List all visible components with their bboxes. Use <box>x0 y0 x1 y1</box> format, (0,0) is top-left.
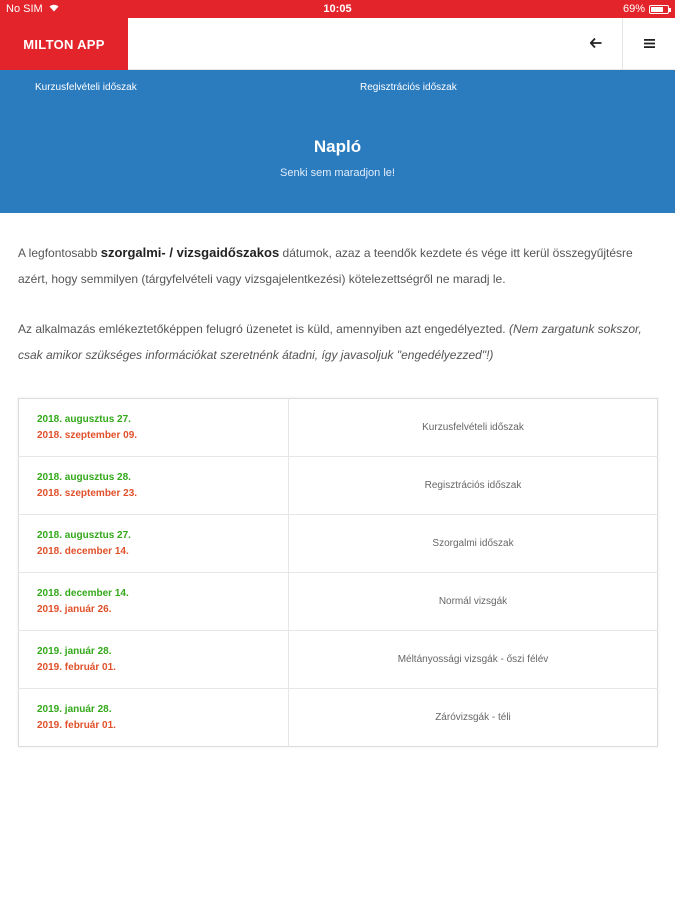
end-date: 2019. február 01. <box>37 719 116 731</box>
intro-paragraph <box>18 240 658 292</box>
date-cell <box>19 689 289 747</box>
status-bar <box>0 0 675 18</box>
start-date: 2019. január 28. <box>37 703 112 715</box>
period-name: Normál vizsgák <box>289 573 658 631</box>
notice-italic: (Nem zargatunk sokszor, csak amikor szükséges információkat szeretnénk átadni, így javasoljuk "engedélyezzed"!) <box>18 322 642 362</box>
date-cell <box>19 573 289 631</box>
menu-button[interactable] <box>622 18 675 70</box>
table-row <box>19 399 658 457</box>
link-regisztracios[interactable]: Regisztrációs időszak <box>360 82 457 93</box>
link-kurzusfelveteli[interactable]: Kurzusfelvételi időszak <box>35 82 137 93</box>
intro-highlight: szorgalmi- / vizsgaidőszakos <box>100 245 280 260</box>
start-date: 2018. augusztus 27. <box>37 529 131 541</box>
hero-banner <box>0 70 675 213</box>
period-name: Méltányossági vizsgák - őszi félév <box>289 631 658 689</box>
app-logo[interactable]: MILTON APP <box>0 18 128 70</box>
page-title: Napló <box>313 137 362 156</box>
period-name: Kurzusfelvételi időszak <box>422 422 524 433</box>
date-cell <box>19 515 289 573</box>
top-navbar <box>0 18 675 70</box>
end-date: 2018. szeptember 09. <box>37 429 138 441</box>
carrier-label: No SIM <box>6 3 43 15</box>
table-row <box>19 515 658 573</box>
period-name: Záróvizsgák - téli <box>289 689 658 747</box>
table-row <box>19 631 658 689</box>
end-date: 2019. január 26. <box>37 603 112 615</box>
back-button[interactable] <box>572 18 620 70</box>
date-cell <box>19 631 289 689</box>
arrow-left-icon <box>590 35 602 53</box>
start-date: 2018. augusztus 28. <box>37 471 131 483</box>
page-subtitle: Senki sem maradjon le! <box>280 167 395 179</box>
schedule-body <box>19 399 658 747</box>
battery-percent: 69% <box>622 3 645 15</box>
intro-text-end: dátumok, azaz a teendők kezdete és vége itt kerül összegyűjtésre azért, hogy semmilyen (tárgyfelvételi vagy vizsgajelentkezési) kötelezettségről ne maradj le. <box>18 246 633 286</box>
start-date: 2019. január 28. <box>37 645 112 657</box>
period-name: Regisztrációs időszak <box>289 457 658 515</box>
notice-text: Az alkalmazás emlékeztetőképpen felugró üzenetet is küld, amennyiben azt engedélyezted. <box>18 322 509 336</box>
table-row <box>19 457 658 515</box>
intro-text-start: A legfontosabb <box>18 246 101 260</box>
start-date: 2018. december 14. <box>37 587 129 599</box>
end-date: 2018. december 14. <box>37 545 129 557</box>
start-date: 2018. augusztus 27. <box>37 413 131 425</box>
end-date: 2018. szeptember 23. <box>37 487 138 499</box>
intro-section <box>18 240 658 368</box>
battery-icon <box>649 5 669 14</box>
table-row <box>19 689 658 747</box>
date-cell <box>19 399 289 457</box>
table-row <box>19 573 658 631</box>
hamburger-menu-icon <box>644 35 655 53</box>
end-date: 2019. február 01. <box>37 661 116 673</box>
status-time: 10:05 <box>323 3 352 15</box>
notice-paragraph <box>18 316 658 368</box>
battery-status <box>623 3 669 15</box>
schedule-table <box>18 398 658 747</box>
period-name: Szorgalmi időszak <box>289 515 658 573</box>
date-cell <box>19 457 289 515</box>
